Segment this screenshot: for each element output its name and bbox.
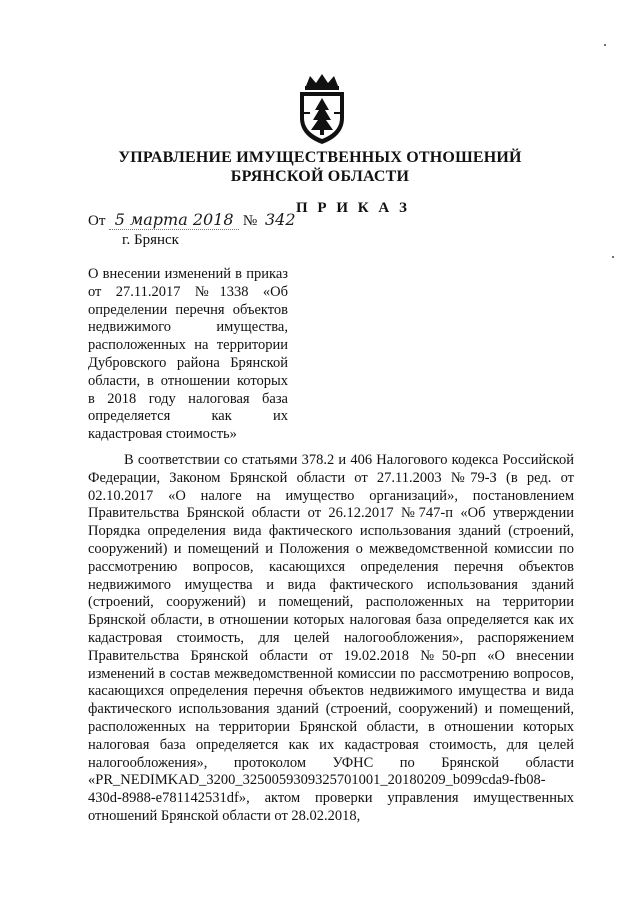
number-label: №	[242, 213, 258, 229]
handwritten-date: 5 марта 2018	[109, 210, 239, 230]
scan-speck	[612, 256, 614, 258]
order-dateline	[88, 210, 310, 230]
scan-speck	[604, 44, 606, 46]
organization-name-line2: БРЯНСКОЙ ОБЛАСТИ	[230, 168, 410, 185]
organization-name-line1: УПРАВЛЕНИЕ ИМУЩЕСТВЕННЫХ ОТНОШЕНИЙ	[118, 149, 522, 166]
organization-name	[0, 148, 640, 186]
order-title: П Р И К А З	[296, 200, 410, 216]
city-label: г. Брянск	[122, 232, 179, 248]
coat-of-arms-icon	[292, 72, 352, 148]
from-label: От	[88, 213, 106, 229]
order-subject: О внесении изменений в приказ от 27.11.2017 №1338 «Об определении перечня объектов недвижимого имущества, расположенных на территории Дубровского района Брянской области, в отношении которых в 2018 году налоговая база определяется как их кадастровая стоимость»	[88, 266, 288, 443]
handwritten-number: 342	[264, 210, 296, 229]
order-body-paragraph: В соответствии со статьями 378.2 и 406 Налогового кодекса Российской Федерации, Законом Брянской области от 27.11.2003 №79-З (в ред. от 02.10.2017 «О налоге на имущество организаций», постановлением Правительства Брянской области от 26.12.2017 №747-п «Об утверждении Порядка определения вида фактического использования зданий (строений, сооружений) и помещений и Положения о межведомственной комиссии по рассмотрению вопросов, касающихся определения перечня объектов недвижимого имущества и вида фактического использования зданий (строений, сооружений) и помещений, расположенных на территории Брянской области, в отношении которых налоговая база определяется как их кадастровая стоимость, для целей налогообложения», распоряжением Правительства Брянской области от 19.02.2018 №50-рп «О внесении изменений в состав межведомственной комиссии по рассмотрению вопросов, касающихся определения перечня объектов недвижимого имущества и вида фактического использования зданий (строений, сооружений) и помещений, расположенных на территории Брянской области, в отношении которых налоговая база определяется как их кадастровая стоимость, для целей налогообложения», протоколом УФНС по Брянской области «PR_NEDIMKAD_3200_3250059309325701001_20180209_b099cda9-fb08-430d-8988-e781142531df», актом проверки управления имущественных отношений Брянской области от 28.02.2018,	[88, 452, 574, 824]
